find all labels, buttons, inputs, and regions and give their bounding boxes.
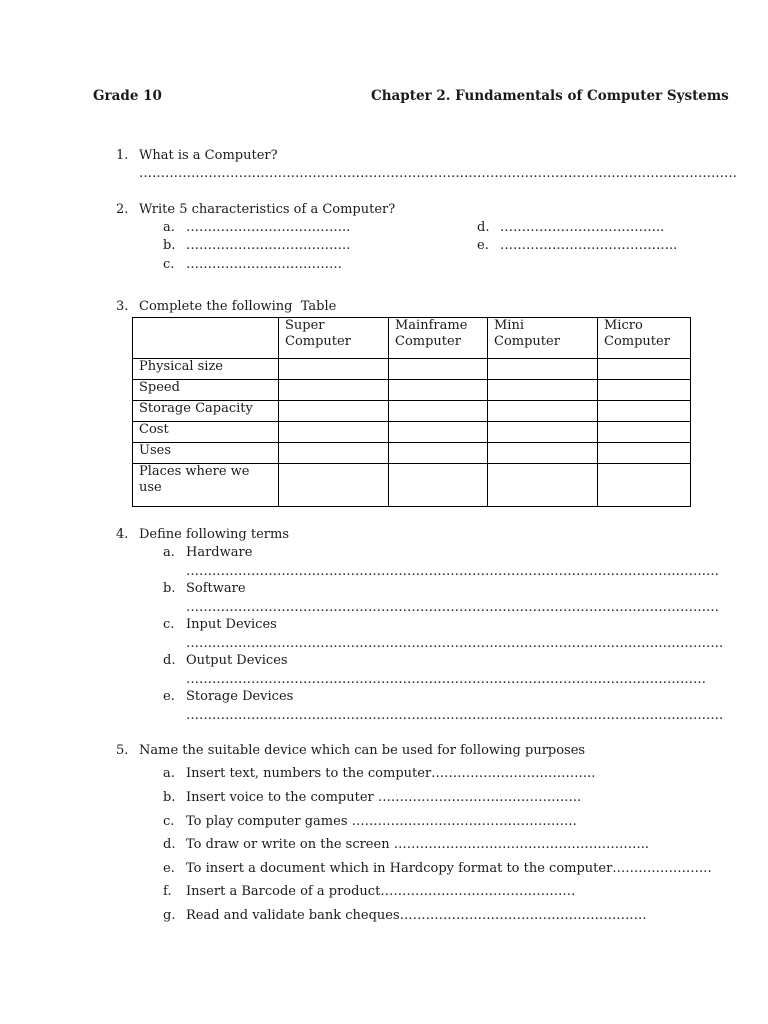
q4-term: Hardware <box>186 545 253 560</box>
table-cell[interactable] <box>598 464 691 507</box>
q3-text: Complete the following Table <box>139 299 337 314</box>
table-cell[interactable] <box>488 422 598 443</box>
table-row <box>133 464 691 507</box>
table-row-label: Speed <box>133 380 279 401</box>
table-row <box>133 422 691 443</box>
table-cell[interactable] <box>598 359 691 380</box>
table-header-cell <box>133 318 279 359</box>
table-cell[interactable] <box>598 380 691 401</box>
q5-item-letter: c. <box>163 814 175 829</box>
q4-term: Storage Devices <box>186 689 294 704</box>
chapter-title: Chapter 2. Fundamentals of Computer Systems <box>371 88 729 104</box>
q1-number: 1. <box>116 148 129 163</box>
q5-item-text: To play computer games ……………………………………………. <box>186 814 577 829</box>
table-cell[interactable] <box>389 443 488 464</box>
q2-item-letter: d. <box>477 220 490 235</box>
q4-item-letter: a. <box>163 545 175 560</box>
table-row <box>133 380 691 401</box>
q5-item-text: Read and validate bank cheques………………………………………………… <box>186 908 647 923</box>
q5-item-text: Insert voice to the computer ……………………………………….. <box>186 790 582 805</box>
table-header-cell: Mainframe Computer <box>389 318 488 359</box>
q4-term: Input Devices <box>186 617 277 632</box>
q2-item-line: ……………………………… <box>186 257 342 272</box>
table-cell[interactable] <box>389 380 488 401</box>
table-row <box>133 359 691 380</box>
q2-number: 2. <box>116 202 129 217</box>
table-cell[interactable] <box>389 401 488 422</box>
q2-item-line: ……………………………….. <box>186 238 351 253</box>
table-cell[interactable] <box>488 380 598 401</box>
table-row-label: Physical size <box>133 359 279 380</box>
q4-answer-line: ………………………………………………………………………………………………………… <box>186 672 706 687</box>
q2-item-line: ………………………………….. <box>500 238 678 253</box>
table-cell[interactable] <box>279 464 389 507</box>
table-cell[interactable] <box>279 443 389 464</box>
q4-answer-line: ……………………………………………………………………………………………………………. <box>186 708 724 723</box>
table-row <box>133 401 691 422</box>
table-cell[interactable] <box>279 422 389 443</box>
table-cell[interactable] <box>488 401 598 422</box>
table-cell[interactable] <box>279 401 389 422</box>
table-cell[interactable] <box>598 401 691 422</box>
q2-item-letter: e. <box>477 238 489 253</box>
table-row-label: Places where we use <box>133 464 279 507</box>
table-cell[interactable] <box>598 422 691 443</box>
table-header-cell: Super Computer <box>279 318 389 359</box>
q4-term: Software <box>186 581 246 596</box>
table-row-label: Cost <box>133 422 279 443</box>
q5-item-letter: b. <box>163 790 176 805</box>
q5-item-letter: f. <box>163 884 172 899</box>
q1-text: What is a Computer? <box>139 148 278 163</box>
q2-item-letter: a. <box>163 220 175 235</box>
q2-text: Write 5 characteristics of a Computer? <box>139 202 396 217</box>
q4-term: Output Devices <box>186 653 288 668</box>
table-cell[interactable] <box>488 443 598 464</box>
table-cell[interactable] <box>389 422 488 443</box>
q5-item-text: To draw or write on the screen ………………………………………………….. <box>186 837 649 852</box>
grade-label: Grade 10 <box>93 88 162 104</box>
q5-item-letter: d. <box>163 837 176 852</box>
q5-item-text: Insert a Barcode of a product……………………………………… <box>186 884 576 899</box>
q1-answer-line: ………………………………………………………………………………………………………………………… <box>139 166 737 181</box>
table-header-cell: Micro Computer <box>598 318 691 359</box>
comparison-table <box>132 317 691 507</box>
q5-item-text: Insert text, numbers to the computer……………………………….. <box>186 766 596 781</box>
q2-item-letter: b. <box>163 238 176 253</box>
q4-item-letter: d. <box>163 653 176 668</box>
q4-item-letter: b. <box>163 581 176 596</box>
q4-answer-line: ……………………………………………………………………………………………………………. <box>186 636 724 651</box>
q5-item-letter: e. <box>163 861 175 876</box>
table-cell[interactable] <box>488 359 598 380</box>
q2-item-line: ……………………………….. <box>500 220 665 235</box>
q4-answer-line: …………………………………………………………………………………………………………… <box>186 564 719 579</box>
q5-item-letter: a. <box>163 766 175 781</box>
table-cell[interactable] <box>488 464 598 507</box>
table-row <box>133 443 691 464</box>
q5-item-letter: g. <box>163 908 176 923</box>
q2-item-line: ……………………………….. <box>186 220 351 235</box>
table-cell[interactable] <box>279 359 389 380</box>
q2-item-letter: c. <box>163 257 175 272</box>
q5-text: Name the suitable device which can be used for following purposes <box>139 743 586 758</box>
table-cell[interactable] <box>389 359 488 380</box>
q5-item-text: To insert a document which in Hardcopy format to the computer………………….. <box>186 861 712 876</box>
table-cell[interactable] <box>389 464 488 507</box>
q5-number: 5. <box>116 743 129 758</box>
table-row-label: Storage Capacity <box>133 401 279 422</box>
q3-number: 3. <box>116 299 129 314</box>
q4-number: 4. <box>116 527 129 542</box>
q4-answer-line: …………………………………………………………………………………………………………… <box>186 600 719 615</box>
table-header-row <box>133 318 691 359</box>
q4-item-letter: e. <box>163 689 175 704</box>
table-header-cell: Mini Computer <box>488 318 598 359</box>
q4-text: Define following terms <box>139 527 290 542</box>
q4-item-letter: c. <box>163 617 175 632</box>
table-cell[interactable] <box>279 380 389 401</box>
table-row-label: Uses <box>133 443 279 464</box>
table-cell[interactable] <box>598 443 691 464</box>
